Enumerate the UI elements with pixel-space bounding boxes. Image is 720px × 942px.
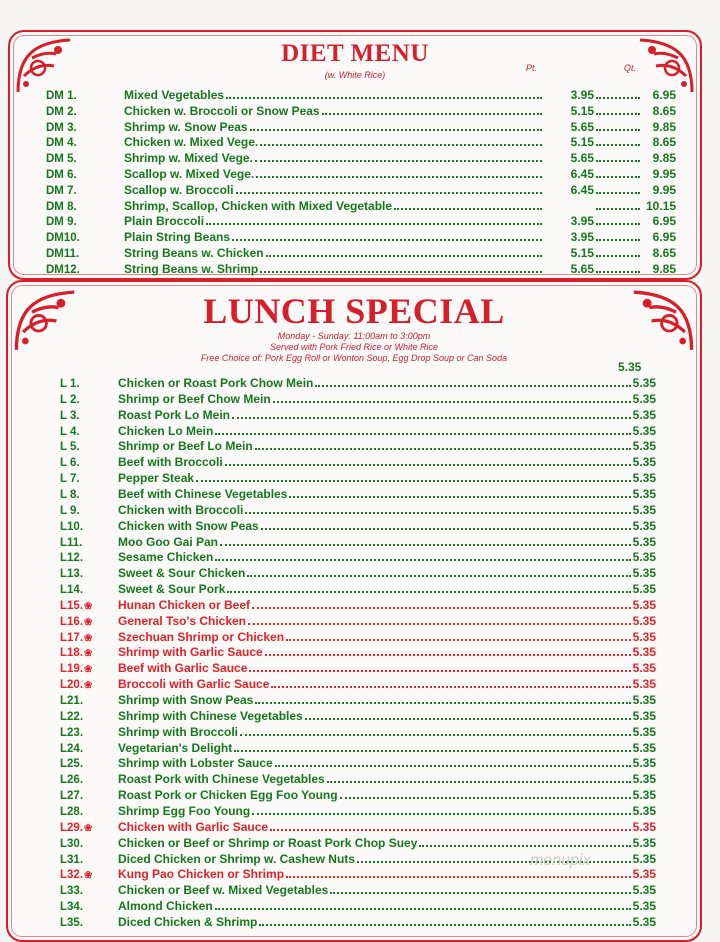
item-name: Shrimp, Scallop, Chicken with Mixed Vegetable bbox=[124, 198, 393, 213]
item-name: Shrimp with Snow Peas bbox=[118, 693, 254, 707]
dot-leader bbox=[234, 749, 630, 752]
item-code: L 9. bbox=[60, 504, 80, 517]
dot-leader bbox=[322, 112, 542, 115]
item-price: 5.35 bbox=[632, 645, 656, 660]
lunch-menu-item bbox=[60, 535, 656, 549]
item-code: DM10. bbox=[46, 232, 80, 245]
dot-leader bbox=[220, 543, 631, 546]
item-name: Broccoli with Garlic Sauce bbox=[118, 677, 270, 692]
item-price: 5.35 bbox=[632, 534, 656, 549]
item-code: L 2. bbox=[60, 393, 80, 406]
item-price-qt: 9.85 bbox=[652, 119, 676, 134]
item-name: Sweet & Sour Pork bbox=[118, 582, 226, 597]
lunch-menu-item bbox=[60, 598, 656, 612]
dot-leader bbox=[275, 764, 631, 767]
dot-leader bbox=[260, 143, 542, 146]
dot-leader bbox=[226, 96, 542, 99]
item-price-pt: 5.15 bbox=[570, 135, 594, 150]
item-name: Chicken or Beef or Shrimp or Roast Pork Chop Suey bbox=[118, 835, 418, 850]
diet-menu-item bbox=[46, 230, 676, 244]
item-price: 5.35 bbox=[632, 566, 656, 581]
pt-column-header: Pt. bbox=[526, 63, 538, 73]
item-code: DM 5. bbox=[46, 153, 77, 166]
lunch-menu-item bbox=[60, 915, 656, 929]
item-price: 5.35 bbox=[632, 883, 656, 898]
item-price: 5.35 bbox=[632, 835, 656, 850]
item-price-pt: 5.65 bbox=[570, 119, 594, 134]
lunch-menu-item bbox=[60, 804, 656, 818]
dot-leader bbox=[596, 96, 640, 99]
item-price-qt: 6.95 bbox=[652, 214, 676, 229]
item-code: L26. bbox=[60, 774, 84, 787]
diet-menu-item bbox=[46, 88, 676, 102]
item-name: Plain Broccoli bbox=[124, 214, 205, 229]
dot-leader bbox=[227, 590, 630, 593]
item-price-qt: 8.65 bbox=[652, 246, 676, 260]
item-name: Shrimp Egg Foo Young bbox=[118, 803, 251, 818]
item-name: Chicken with Garlic Sauce bbox=[118, 819, 269, 834]
item-name: Mixed Vegetables bbox=[124, 88, 225, 102]
dot-leader bbox=[215, 558, 630, 561]
lunch-menu-item bbox=[60, 582, 656, 596]
diet-menu-item bbox=[46, 151, 676, 165]
item-code: L21. bbox=[60, 695, 84, 707]
item-code: L32.❀ bbox=[60, 869, 93, 882]
dot-leader bbox=[596, 238, 640, 241]
item-price: 5.35 bbox=[632, 613, 656, 628]
dot-leader bbox=[247, 574, 630, 577]
dot-leader bbox=[260, 270, 542, 273]
item-name: Sesame Chicken bbox=[118, 550, 214, 565]
qt-column-header: Qt. bbox=[624, 63, 637, 73]
item-price-qt: 6.95 bbox=[652, 88, 676, 102]
lunch-menu-item bbox=[60, 614, 656, 628]
dot-leader bbox=[252, 606, 631, 609]
diet-menu-item bbox=[46, 262, 676, 276]
item-price: 5.35 bbox=[632, 772, 656, 787]
dot-leader bbox=[596, 159, 640, 162]
item-code: L18.❀ bbox=[60, 647, 93, 660]
dot-leader bbox=[256, 175, 542, 178]
dot-leader bbox=[286, 638, 631, 641]
diet-menu-item bbox=[46, 167, 676, 181]
item-name: Shrimp with Broccoli bbox=[118, 724, 239, 739]
item-code: L30. bbox=[60, 837, 84, 850]
item-code: L 5. bbox=[60, 441, 80, 454]
item-price: 5.35 bbox=[632, 502, 656, 517]
item-price: 5.35 bbox=[632, 914, 656, 929]
item-code: DM 3. bbox=[46, 121, 77, 134]
item-code: DM 2. bbox=[46, 105, 77, 118]
diet-menu-item bbox=[46, 214, 676, 228]
item-code: L19.❀ bbox=[60, 663, 93, 676]
item-name: Roast Pork or Chicken Egg Foo Young bbox=[118, 788, 338, 803]
item-price: 5.35 bbox=[632, 629, 656, 644]
item-code: DM12. bbox=[46, 263, 80, 276]
item-code: DM 6. bbox=[46, 169, 77, 181]
dot-leader bbox=[255, 701, 630, 704]
dot-leader bbox=[259, 923, 630, 926]
dot-leader bbox=[596, 143, 640, 146]
item-price-qt: 8.65 bbox=[652, 135, 676, 150]
item-code: L24. bbox=[60, 742, 84, 755]
item-name: Chicken w. Broccoli or Snow Peas bbox=[124, 103, 320, 118]
dot-leader bbox=[215, 432, 630, 435]
lunch-menu-item bbox=[60, 645, 656, 659]
item-code: DM 7. bbox=[46, 184, 77, 197]
item-code: L23. bbox=[60, 726, 84, 739]
dot-leader bbox=[340, 796, 631, 799]
lunch-menu-item bbox=[60, 883, 656, 897]
dot-leader bbox=[206, 222, 542, 225]
item-price-pt: 3.95 bbox=[570, 214, 594, 229]
diet-menu-item bbox=[46, 183, 676, 197]
item-name: Shrimp with Lobster Sauce bbox=[118, 756, 273, 771]
item-name: Szechuan Shrimp or Chicken bbox=[118, 629, 285, 644]
item-price-qt: 10.15 bbox=[645, 198, 676, 213]
dot-leader bbox=[596, 112, 640, 115]
item-name: Chicken or Beef w. Mixed Vegetables bbox=[118, 883, 329, 898]
item-price: 5.35 bbox=[632, 803, 656, 818]
dot-leader bbox=[305, 717, 631, 720]
item-price: 5.35 bbox=[632, 867, 656, 882]
lunch-menu-item bbox=[60, 772, 656, 786]
lunch-menu-item bbox=[60, 836, 656, 850]
item-price-qt: 6.95 bbox=[652, 230, 676, 245]
lunch-menu-item bbox=[60, 471, 656, 485]
lunch-menu-item bbox=[60, 376, 656, 390]
dot-leader bbox=[315, 384, 630, 387]
dot-leader bbox=[266, 254, 542, 257]
item-name: Plain String Beans bbox=[124, 230, 231, 245]
lunch-menu-item bbox=[60, 661, 656, 675]
diet-menu-item bbox=[46, 199, 676, 213]
lunch-menu-item bbox=[60, 741, 656, 755]
item-name: Shrimp w. Mixed Vege. bbox=[124, 151, 253, 166]
lunch-menu-item bbox=[60, 424, 656, 438]
item-price: 5.35 bbox=[632, 471, 656, 486]
item-price-qt: 8.65 bbox=[652, 103, 676, 118]
pepper-icon: ❀ bbox=[84, 632, 93, 644]
item-name: Chicken with Broccoli bbox=[118, 502, 244, 517]
lunch-free-choice: Free Choice of: Pork Egg Roll or Wonton Soup, Egg Drop Soup or Can Soda bbox=[200, 353, 508, 363]
item-code: L22. bbox=[60, 710, 84, 723]
item-name: Moo Goo Gai Pan bbox=[118, 534, 219, 549]
item-price: 5.35 bbox=[632, 582, 656, 597]
dot-leader bbox=[249, 669, 630, 672]
item-price-qt: 9.85 bbox=[652, 261, 676, 276]
item-price: 5.35 bbox=[632, 597, 656, 612]
lunch-menu-item bbox=[60, 519, 656, 533]
lunch-menu-item bbox=[60, 725, 656, 739]
item-price: 5.35 bbox=[632, 788, 656, 803]
item-price: 5.35 bbox=[632, 407, 656, 422]
item-name: Shrimp w. Snow Peas bbox=[124, 119, 248, 134]
dot-leader bbox=[596, 222, 640, 225]
dot-leader bbox=[596, 128, 640, 131]
pepper-icon: ❀ bbox=[84, 822, 93, 834]
diet-menu-item bbox=[46, 135, 676, 149]
item-name: Scallop w. Broccoli bbox=[124, 182, 234, 197]
item-code: L 7. bbox=[60, 473, 80, 486]
dot-leader bbox=[261, 527, 631, 530]
item-name: Almond Chicken bbox=[118, 899, 213, 914]
item-code: L14. bbox=[60, 584, 84, 597]
item-price: 5.35 bbox=[632, 376, 656, 390]
item-name: Shrimp with Garlic Sauce bbox=[118, 645, 263, 660]
lunch-menu-item bbox=[60, 503, 656, 517]
dot-leader bbox=[596, 207, 640, 210]
item-code: L11. bbox=[60, 536, 83, 549]
pepper-icon: ❀ bbox=[84, 680, 93, 692]
item-name: Shrimp with Chinese Vegetables bbox=[118, 708, 303, 723]
item-name: Shrimp or Beef Lo Mein bbox=[118, 439, 253, 454]
diet-menu-title: DIET MENU bbox=[281, 40, 429, 67]
lunch-menu-item bbox=[60, 677, 656, 691]
dot-leader bbox=[255, 447, 631, 450]
item-code: L 3. bbox=[60, 409, 80, 422]
item-code: DM 9. bbox=[46, 216, 77, 229]
dot-leader bbox=[250, 128, 542, 131]
item-name: Diced Chicken or Shrimp w. Cashew Nuts bbox=[118, 851, 355, 866]
dot-leader bbox=[596, 175, 640, 178]
dot-leader bbox=[394, 207, 542, 210]
item-code: L12. bbox=[60, 552, 84, 565]
lunch-menu-item bbox=[60, 550, 656, 564]
item-name: Chicken or Roast Pork Chow Mein bbox=[118, 376, 314, 390]
item-code: L 1. bbox=[60, 378, 80, 390]
diet-menu-panel bbox=[8, 30, 702, 280]
item-name: Kung Pao Chicken or Shrimp bbox=[118, 867, 285, 882]
item-price-qt: 9.85 bbox=[652, 151, 676, 166]
item-name: Beef with Broccoli bbox=[118, 455, 223, 470]
dot-leader bbox=[286, 875, 631, 878]
item-price-pt: 3.95 bbox=[570, 230, 594, 245]
item-price: 5.35 bbox=[632, 439, 656, 454]
pepper-icon: ❀ bbox=[84, 648, 93, 660]
pepper-icon: ❀ bbox=[84, 600, 93, 612]
item-price: 5.35 bbox=[632, 899, 656, 914]
item-code: DM 4. bbox=[46, 137, 77, 150]
item-code: L35. bbox=[60, 916, 84, 929]
diet-menu-item bbox=[46, 104, 676, 118]
dot-leader bbox=[270, 828, 631, 831]
item-code: L34. bbox=[60, 901, 84, 914]
item-code: L28. bbox=[60, 805, 84, 818]
item-name: Roast Pork Lo Mein bbox=[118, 407, 231, 422]
lunch-menu-item bbox=[60, 392, 656, 406]
item-price: 5.35 bbox=[632, 661, 656, 676]
lunch-served-with: Served with Pork Fried Rice or White Rice bbox=[269, 342, 439, 352]
item-name: Beef with Garlic Sauce bbox=[118, 661, 248, 676]
lunch-special-panel bbox=[6, 280, 702, 942]
item-price-qt: 9.95 bbox=[652, 182, 676, 197]
lunch-menu-item bbox=[60, 709, 656, 723]
lunch-hours: Monday - Sunday: 11:00am to 3:00pm bbox=[277, 331, 431, 341]
item-price: 5.35 bbox=[632, 740, 656, 755]
item-code: L 6. bbox=[60, 457, 80, 470]
item-name: Diced Chicken & Shrimp bbox=[118, 914, 258, 929]
item-price-pt: 3.95 bbox=[570, 88, 594, 102]
lunch-menu-item bbox=[60, 899, 656, 913]
dot-leader bbox=[236, 191, 542, 194]
item-code: L 8. bbox=[60, 488, 80, 501]
item-price-pt: 6.45 bbox=[570, 167, 594, 181]
item-price-pt: 5.65 bbox=[570, 261, 594, 276]
item-code: L 4. bbox=[60, 425, 80, 438]
item-name: Beef with Chinese Vegetables bbox=[118, 486, 288, 501]
item-code: L13. bbox=[60, 568, 84, 581]
dot-leader bbox=[596, 254, 640, 257]
diet-menu-subtitle: (w. White Rice) bbox=[324, 70, 386, 80]
item-code: L31. bbox=[60, 853, 84, 866]
item-name: Chicken Lo Mein bbox=[118, 423, 214, 438]
lunch-menu-item bbox=[60, 408, 656, 422]
item-price: 5.35 bbox=[632, 851, 656, 866]
item-price-pt: 5.15 bbox=[570, 246, 594, 260]
item-price-pt: 5.15 bbox=[570, 103, 594, 118]
item-price: 5.35 bbox=[632, 756, 656, 771]
item-name: Roast Pork with Chinese Vegetables bbox=[118, 772, 325, 787]
pepper-icon: ❀ bbox=[84, 616, 93, 628]
dot-leader bbox=[240, 733, 631, 736]
lunch-menu-item bbox=[60, 455, 656, 469]
item-price-qt: 9.95 bbox=[652, 167, 676, 181]
item-name: Chicken with Snow Peas bbox=[118, 518, 259, 533]
item-price-pt: 5.65 bbox=[570, 151, 594, 166]
dot-leader bbox=[215, 907, 631, 910]
dot-leader bbox=[265, 653, 631, 656]
item-name: Shrimp or Beef Chow Mein bbox=[118, 391, 271, 406]
lunch-menu-item bbox=[60, 820, 656, 834]
item-name: Sweet & Sour Chicken bbox=[118, 566, 246, 581]
item-code: L15.❀ bbox=[60, 599, 93, 612]
dot-leader bbox=[419, 844, 630, 847]
dot-leader bbox=[232, 416, 631, 419]
item-code: L10. bbox=[60, 520, 84, 533]
item-code: DM 8. bbox=[46, 200, 77, 213]
item-name: Chicken w. Mixed Vege. bbox=[124, 135, 259, 150]
dot-leader bbox=[330, 891, 630, 894]
diet-menu-item bbox=[46, 246, 676, 260]
lunch-special-title: LUNCH SPECIAL bbox=[203, 291, 505, 331]
item-price: 5.35 bbox=[632, 724, 656, 739]
item-price: 5.35 bbox=[632, 677, 656, 692]
item-code: DM 1. bbox=[46, 90, 77, 102]
item-price: 5.35 bbox=[632, 423, 656, 438]
dot-leader bbox=[596, 191, 640, 194]
dot-leader bbox=[225, 463, 631, 466]
item-code: L20.❀ bbox=[60, 679, 93, 692]
item-price: 5.35 bbox=[632, 819, 656, 834]
dot-leader bbox=[271, 685, 630, 688]
item-code: L16.❀ bbox=[60, 615, 93, 628]
pepper-icon: ❀ bbox=[84, 870, 93, 882]
lunch-menu-item bbox=[60, 693, 656, 707]
dot-leader bbox=[232, 238, 542, 241]
dot-leader bbox=[596, 270, 640, 273]
item-name: Pepper Steak bbox=[118, 471, 195, 486]
dot-leader bbox=[327, 780, 631, 783]
item-code: DM11. bbox=[46, 248, 80, 260]
item-price: 5.35 bbox=[632, 486, 656, 501]
item-price: 5.35 bbox=[632, 693, 656, 707]
item-name: Vegetarian's Delight bbox=[118, 740, 233, 755]
lunch-menu-item bbox=[60, 439, 656, 453]
item-code: L33. bbox=[60, 885, 84, 898]
item-name: String Beans w. Chicken bbox=[124, 246, 264, 260]
lunch-menu-item bbox=[60, 487, 656, 501]
watermark: menupix bbox=[530, 852, 591, 869]
diet-menu-item bbox=[46, 120, 676, 134]
dot-leader bbox=[255, 159, 542, 162]
item-code: L29.❀ bbox=[60, 821, 93, 834]
lunch-menu-item bbox=[60, 566, 656, 580]
item-name: Hunan Chicken or Beef bbox=[118, 597, 251, 612]
item-price: 5.35 bbox=[632, 708, 656, 723]
item-price: 5.35 bbox=[632, 455, 656, 470]
item-price-pt: 6.45 bbox=[570, 182, 594, 197]
lunch-menu-item bbox=[60, 756, 656, 770]
lunch-menu-item bbox=[60, 788, 656, 802]
item-code: L17.❀ bbox=[60, 631, 93, 644]
item-name: String Beans w. Shrimp bbox=[124, 261, 259, 276]
dot-leader bbox=[273, 400, 631, 403]
dot-leader bbox=[245, 511, 630, 514]
pepper-icon: ❀ bbox=[84, 664, 93, 676]
dot-leader bbox=[252, 812, 630, 815]
lunch-menu-item bbox=[60, 630, 656, 644]
item-price: 5.35 bbox=[632, 391, 656, 406]
dot-leader bbox=[289, 495, 630, 498]
item-price: 5.35 bbox=[632, 518, 656, 533]
item-price: 5.35 bbox=[632, 550, 656, 565]
dot-leader bbox=[248, 622, 631, 625]
item-code: L25. bbox=[60, 758, 84, 771]
item-name: General Tso's Chicken bbox=[118, 613, 247, 628]
item-name: Scallop w. Mixed Vege. bbox=[124, 167, 255, 181]
item-code: L27. bbox=[60, 790, 84, 803]
lunch-top-price: 5.35 bbox=[618, 360, 642, 374]
dot-leader bbox=[196, 479, 631, 482]
